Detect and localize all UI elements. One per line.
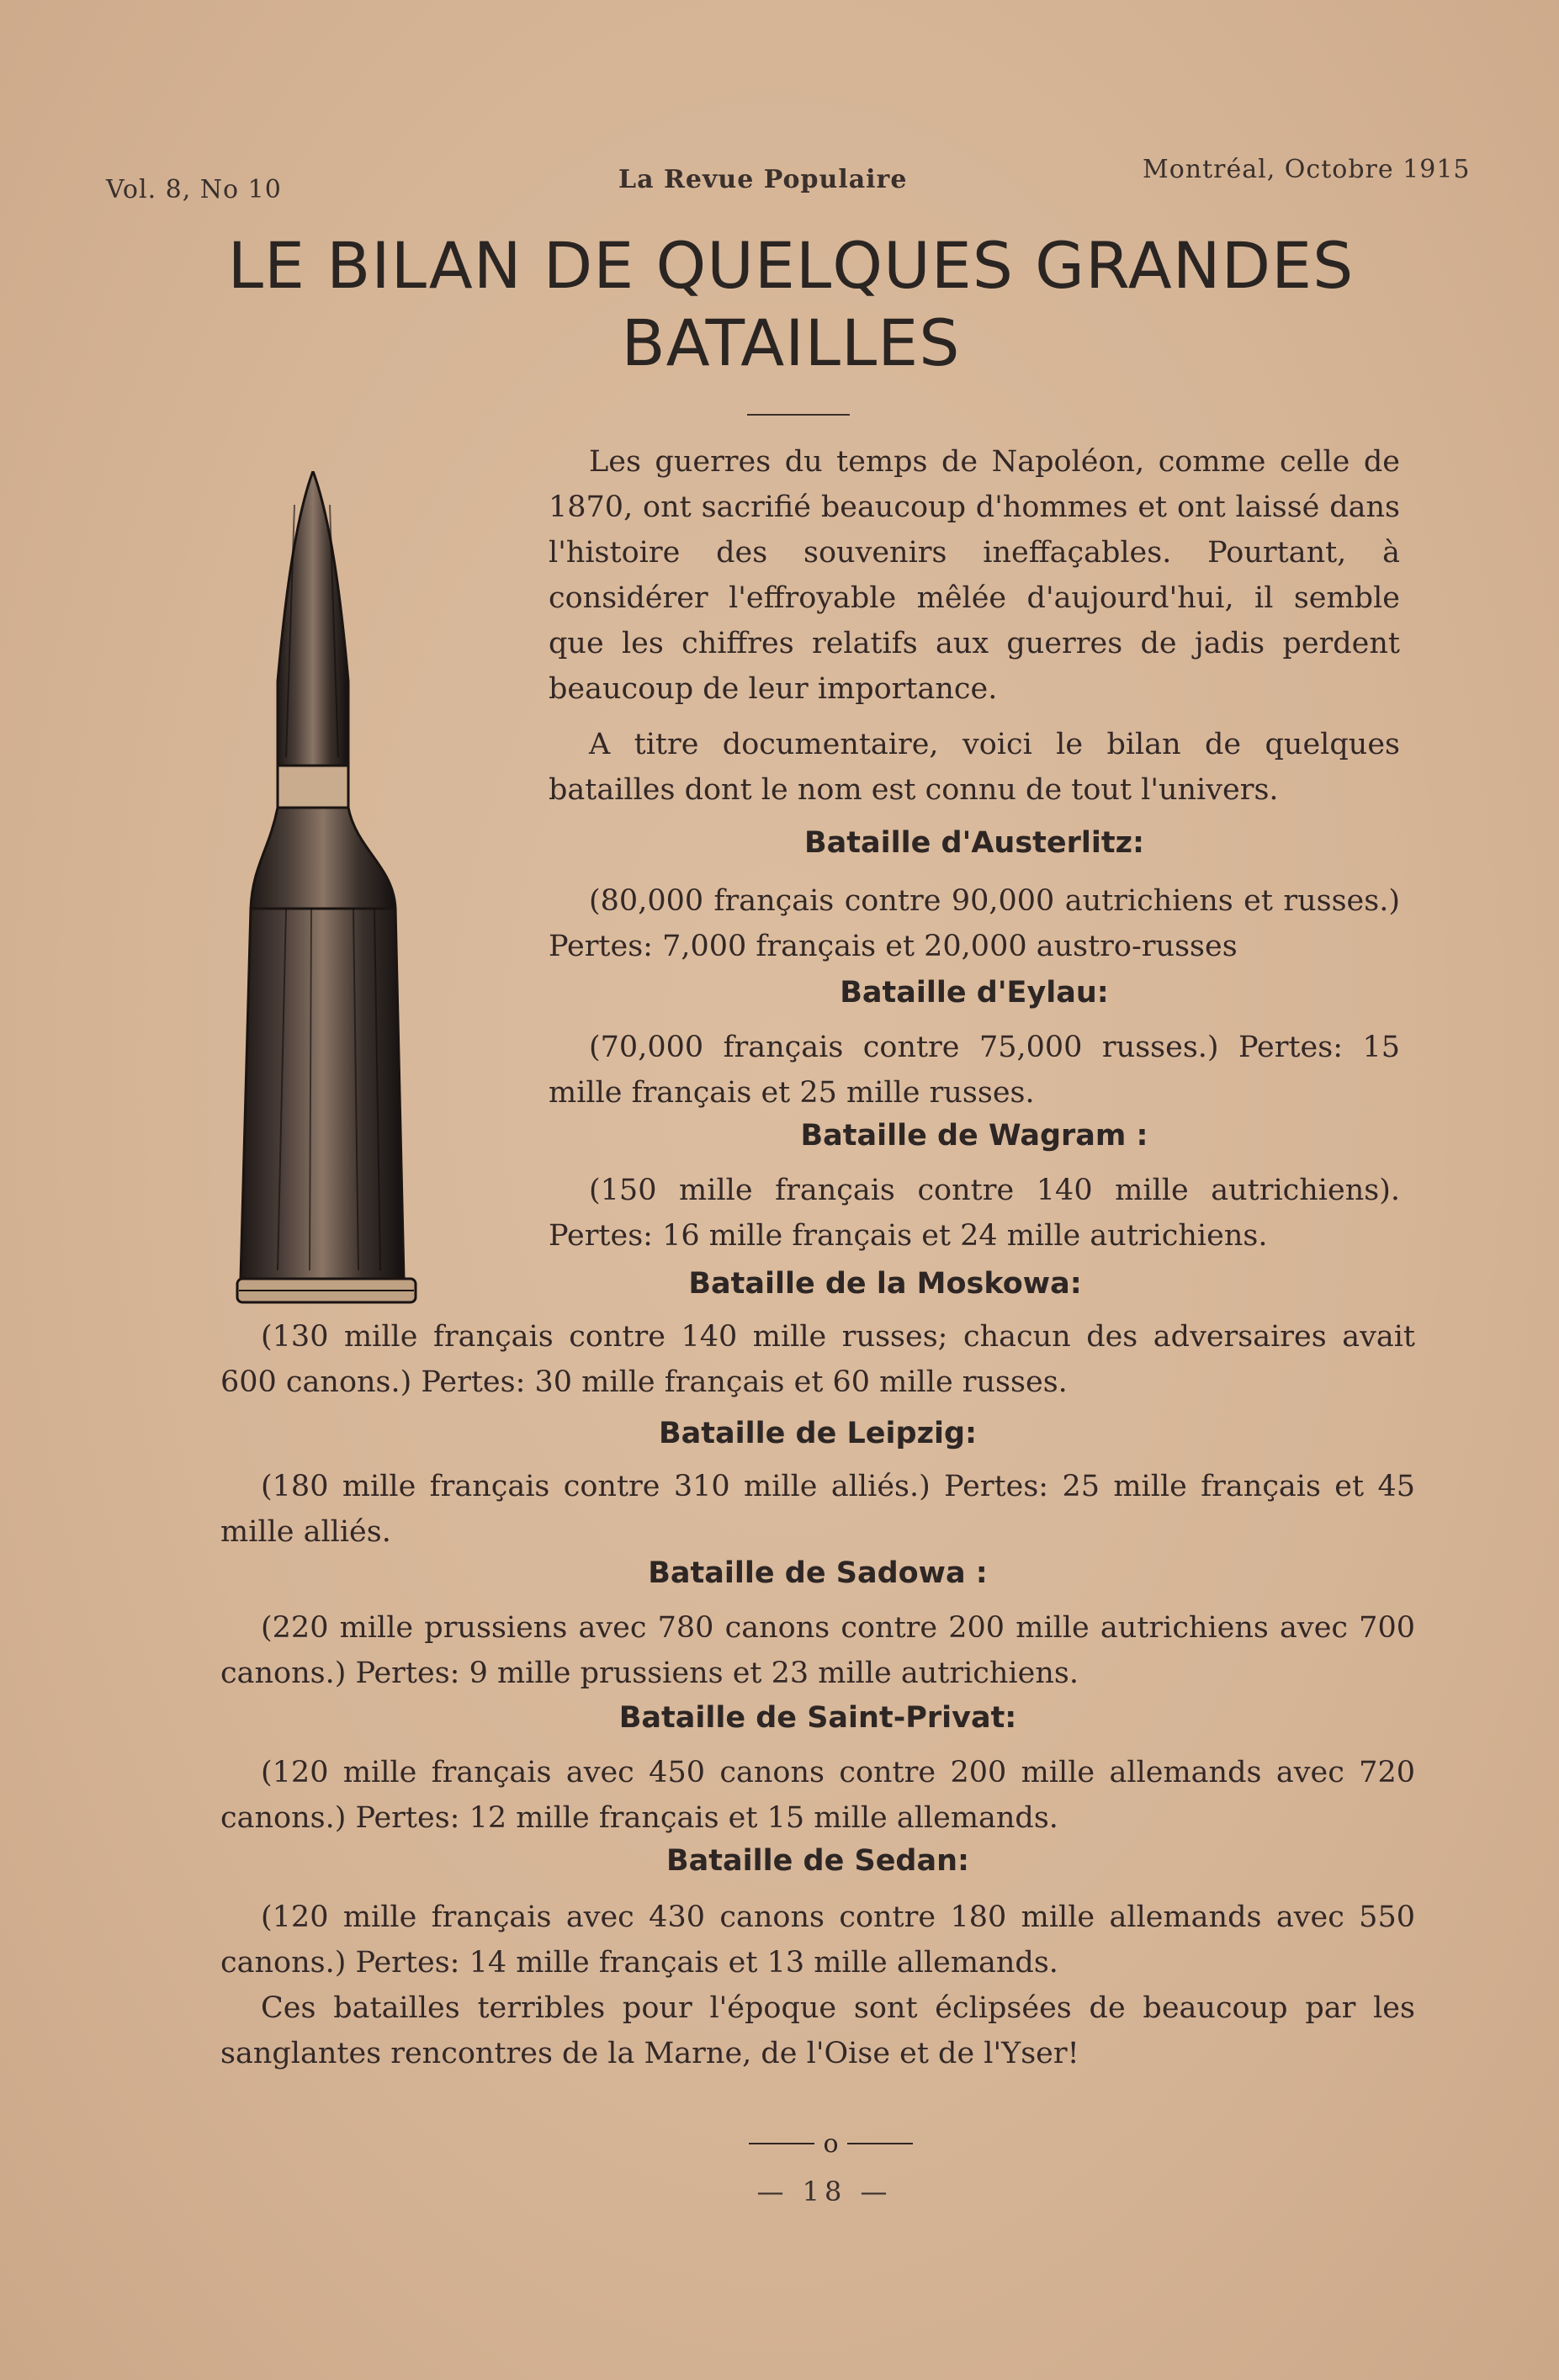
separator-mark: o <box>823 2128 839 2159</box>
separator-line <box>749 2143 814 2144</box>
battle-text: (150 mille français contre 140 mille autrichiens). Pertes: 16 mille français et 24 mille autrichiens. <box>549 1174 1400 1253</box>
intro-paragraph: Les guerres du temps de Napoléon, comme celle de 1870, ont sacrifié beaucoup d'hommes et ont laissé dans l'histoire des souvenirs ineffaçables. Pourtant, à considérer l'effroyable mêlée d'aujourd'hui, il semble que les chiffres relatifs aux guerres de jadis perdent beaucoup de leur importance. <box>549 445 1400 706</box>
battle-text: (80,000 français contre 90,000 autrichiens et russes.) Pertes: 7,000 français et 20,000 austro-russes <box>549 884 1400 963</box>
title-divider <box>747 414 850 416</box>
battle-heading: Bataille de Sadowa : <box>648 1556 988 1590</box>
publication-name: La Revue Populaire <box>618 165 908 194</box>
closing-paragraph: Ces batailles terribles pour l'époque sont éclipsées de beaucoup par les sanglantes rencontres de la Marne, de l'Oise et de l'Yser! <box>220 1991 1415 2070</box>
battle-text: (130 mille français contre 140 mille russes; chacun des adversaires avait 600 canons.) Pertes: 30 mille français et 60 mille russes. <box>220 1320 1415 1399</box>
battle-heading: Bataille de Wagram : <box>800 1119 1148 1153</box>
battle-heading: Bataille d'Eylau: <box>840 976 1109 1010</box>
battle-text: (120 mille français avec 430 canons contre 180 mille allemands avec 550 canons.) Pertes: 14 mille français et 13 mille allemands. <box>220 1900 1415 1980</box>
page-number: — 18 — <box>756 2176 893 2208</box>
end-separator <box>740 2127 921 2160</box>
battle-text: (70,000 français contre 75,000 russes.) Pertes: 15 mille français et 25 mille russes. <box>549 1031 1400 1110</box>
battle-heading: Bataille de la Moskowa: <box>688 1267 1082 1301</box>
battle-heading: Bataille de Sedan: <box>665 1844 970 1878</box>
battle-heading: Bataille d'Austerlitz: <box>804 826 1144 860</box>
article-title: LE BILAN DE QUELQUES GRANDES BATAILLES <box>227 228 1355 380</box>
volume-number: Vol. 8, No 10 <box>106 175 282 204</box>
separator-line <box>847 2143 913 2144</box>
rifle-cartridge-icon <box>236 471 421 1321</box>
intro-paragraph: A titre documentaire, voici le bilan de quelques batailles dont le nom est connu de tout l'univers. <box>549 728 1400 807</box>
battle-text: (180 mille français contre 310 mille alliés.) Pertes: 25 mille français et 45 mille alliés. <box>220 1470 1415 1549</box>
battle-text: (120 mille français avec 450 canons contre 200 mille allemands avec 720 canons.) Pertes: 12 mille français et 15 mille allemands. <box>220 1756 1415 1835</box>
battle-heading: Bataille de Saint-Privat: <box>618 1701 1017 1735</box>
battle-heading: Bataille de Leipzig: <box>658 1417 978 1450</box>
place-date: Montréal, Octobre 1915 <box>1143 155 1471 184</box>
battle-text: (220 mille prussiens avec 780 canons contre 200 mille autrichiens avec 700 canons.) Pertes: 9 mille prussiens et 23 mille autrichiens. <box>220 1611 1415 1690</box>
